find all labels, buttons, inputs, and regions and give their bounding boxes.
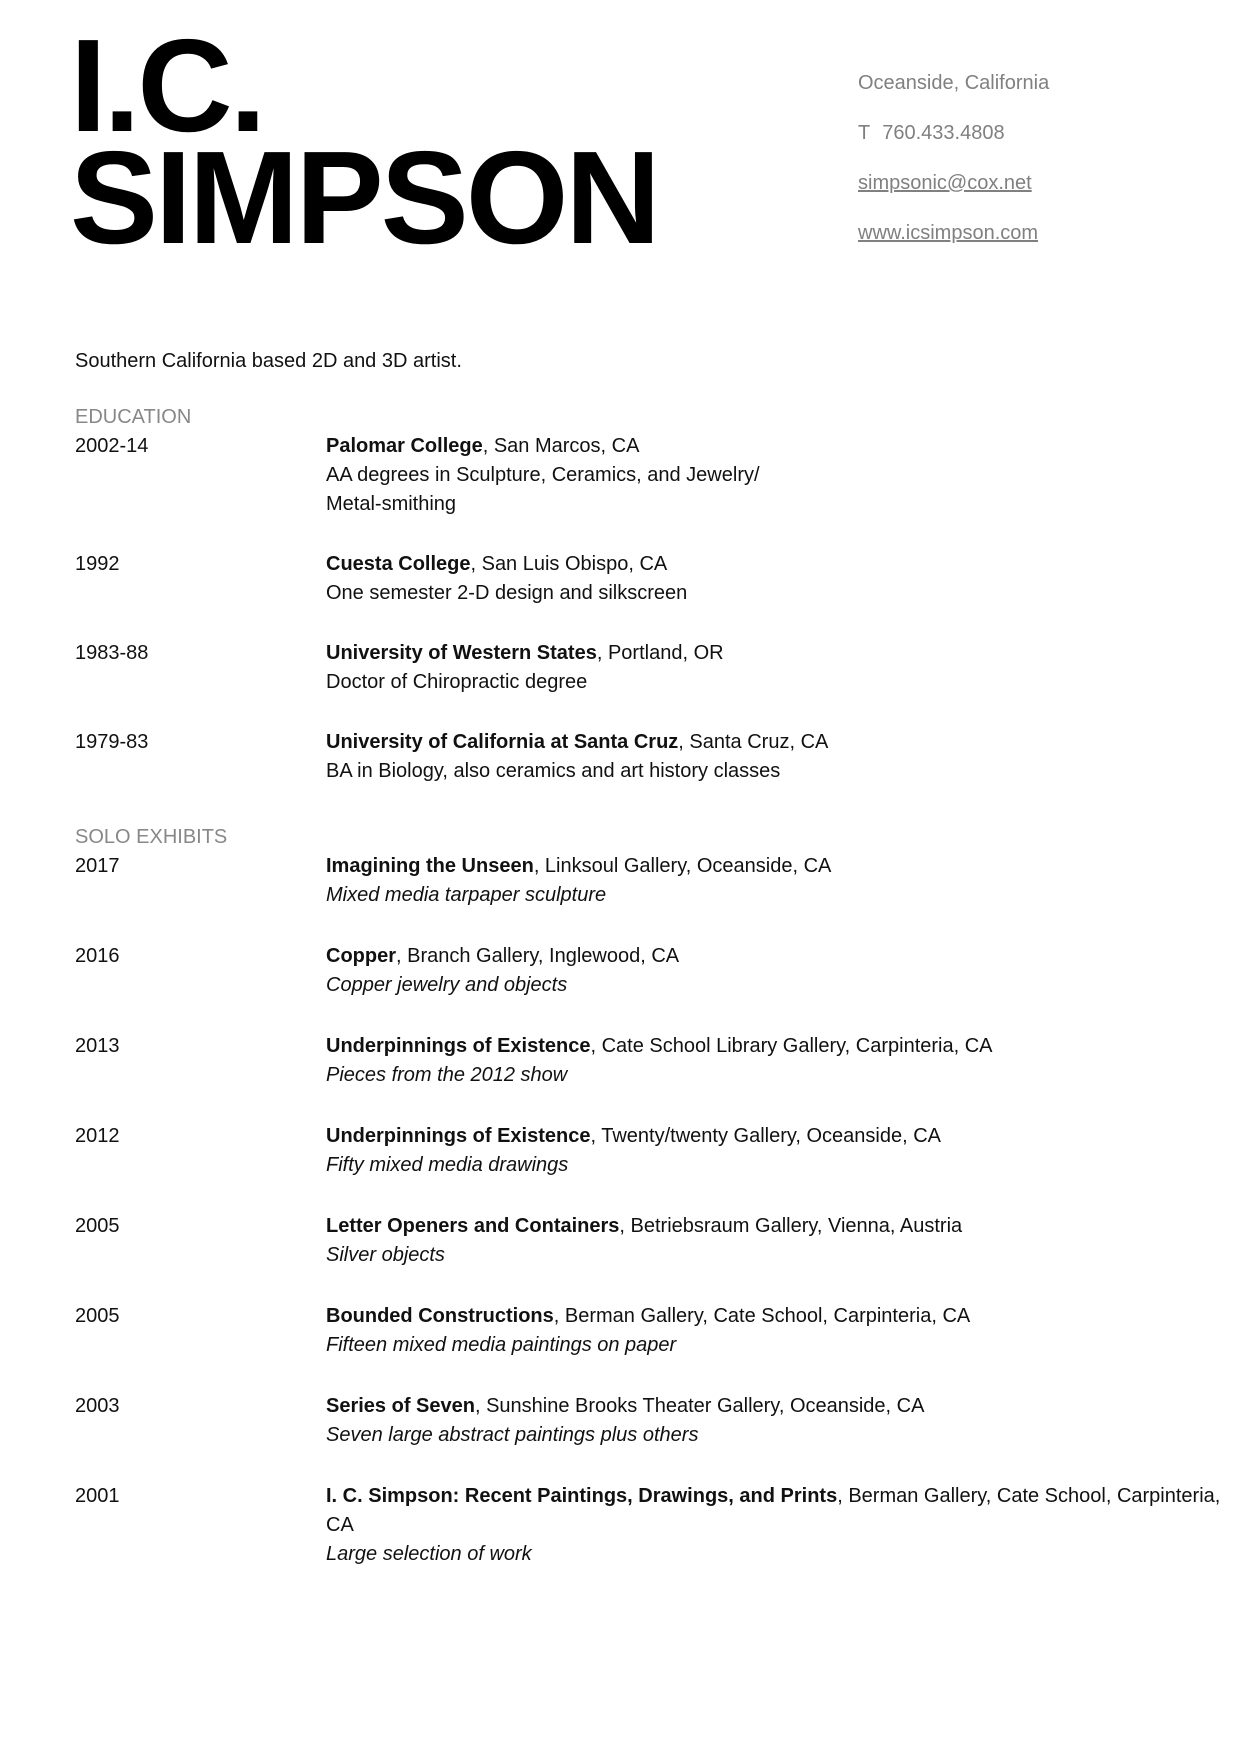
list-item xyxy=(75,1032,1175,1090)
entry-heading xyxy=(326,639,1226,668)
list-item xyxy=(75,432,1175,519)
entry-title: Series of Seven xyxy=(326,1395,475,1417)
entry-heading xyxy=(326,550,1226,579)
entry-year: 2012 xyxy=(75,1125,120,1147)
entry-note: Mixed media tarpaper sculpture xyxy=(326,884,607,906)
education-section xyxy=(75,404,1175,786)
entry-details xyxy=(326,432,1226,519)
entry-year: 2003 xyxy=(75,1395,120,1417)
entry-details xyxy=(326,1302,1226,1360)
entry-note: Large selection of work xyxy=(326,1543,532,1565)
entry-heading xyxy=(326,1122,1226,1151)
entry-title: Underpinnings of Existence xyxy=(326,1035,591,1057)
entry-year: 2001 xyxy=(75,1485,120,1507)
entry-note: Fifty mixed media drawings xyxy=(326,1154,569,1176)
entry-details xyxy=(326,1032,1226,1090)
entry-title: Copper xyxy=(326,945,396,967)
entry-location: , San Luis Obispo, CA xyxy=(470,553,668,575)
entry-location: , Santa Cruz, CA xyxy=(678,731,829,753)
entry-location: , Linksoul Gallery, Oceanside, CA xyxy=(533,855,832,877)
entry-title: Imagining the Unseen xyxy=(326,855,534,877)
solo-exhibits-section xyxy=(75,824,1221,1601)
entry-title: Letter Openers and Containers xyxy=(326,1215,620,1237)
entry-title: University of California at Santa Cruz xyxy=(326,731,679,753)
entry-location: , San Marcos, CA xyxy=(482,435,640,457)
entry-heading xyxy=(326,942,1226,971)
entry-details xyxy=(326,942,1226,1000)
list-item xyxy=(75,1392,1175,1450)
entry-heading xyxy=(326,1392,1226,1421)
entry-details xyxy=(326,728,1226,786)
list-item xyxy=(75,550,1175,608)
name-line-1: I.C. xyxy=(70,12,264,159)
entry-location: , Berman Gallery, Cate School, Carpinteria, CA xyxy=(326,1485,1221,1536)
entry-year: 2016 xyxy=(75,945,120,967)
entry-description: AA degrees in Sculpture, Ceramics, and Jewelry/ xyxy=(326,464,760,486)
entry-location: , Twenty/twenty Gallery, Oceanside, CA xyxy=(590,1125,942,1147)
entry-title: Bounded Constructions xyxy=(326,1305,554,1327)
list-item xyxy=(75,1482,1221,1569)
website-link[interactable]: www.icsimpson.com xyxy=(858,222,1039,244)
entry-title: Palomar College xyxy=(326,435,483,457)
entry-description: Doctor of Chiropractic degree xyxy=(326,671,588,693)
entry-note: Fifteen mixed media paintings on paper xyxy=(326,1334,677,1356)
entry-details xyxy=(326,1212,1226,1270)
solo-exhibits-list xyxy=(75,852,1221,1569)
entry-year: 1979-83 xyxy=(75,731,149,753)
entry-title: Underpinnings of Existence xyxy=(326,1125,591,1147)
email-row xyxy=(858,170,1049,220)
solo-exhibits-heading: SOLO EXHIBITS xyxy=(75,826,228,848)
name-line-2: SIMPSON xyxy=(70,124,658,271)
entry-details xyxy=(326,639,1226,697)
entry-description: One semester 2-D design and silkscreen xyxy=(326,582,688,604)
entry-location: , Sunshine Brooks Theater Gallery, Oceanside, CA xyxy=(474,1395,925,1417)
entry-details xyxy=(326,1482,1226,1569)
entry-heading xyxy=(326,728,1226,757)
list-item xyxy=(75,1212,1175,1270)
email-link[interactable]: simpsonic@cox.net xyxy=(858,172,1032,194)
entry-details xyxy=(326,852,1226,910)
tagline: Southern California based 2D and 3D artist. xyxy=(75,350,462,372)
entry-details xyxy=(326,1122,1226,1180)
entry-description: BA in Biology, also ceramics and art history classes xyxy=(326,760,781,782)
phone-prefix: T xyxy=(858,122,871,144)
education-list xyxy=(75,432,1175,786)
entry-description: Metal-smithing xyxy=(326,493,457,515)
entry-location: , Cate School Library Gallery, Carpinteria, CA xyxy=(590,1035,993,1057)
entry-year: 2005 xyxy=(75,1215,120,1237)
entry-location: , Portland, OR xyxy=(596,642,724,664)
list-item xyxy=(75,1302,1175,1360)
entry-title: University of Western States xyxy=(326,642,597,664)
entry-year: 2013 xyxy=(75,1035,120,1057)
entry-year: 2002-14 xyxy=(75,435,149,457)
entry-details xyxy=(326,1392,1226,1450)
entry-year: 1992 xyxy=(75,553,120,575)
education-heading: EDUCATION xyxy=(75,406,192,428)
entry-note: Pieces from the 2012 show xyxy=(326,1064,568,1086)
list-item xyxy=(75,728,1175,786)
entry-location: , Berman Gallery, Cate School, Carpinteria, CA xyxy=(553,1305,971,1327)
phone-number: 760.433.4808 xyxy=(882,122,1005,144)
list-item xyxy=(75,852,1175,910)
contact-info xyxy=(858,70,1049,270)
entry-heading xyxy=(326,1032,1226,1061)
phone xyxy=(858,120,1049,170)
entry-title: Cuesta College xyxy=(326,553,471,575)
entry-year: 2005 xyxy=(75,1305,120,1327)
entry-heading xyxy=(326,1482,1226,1540)
website-row xyxy=(858,220,1049,270)
entry-year: 2017 xyxy=(75,855,120,877)
entry-heading xyxy=(326,432,1226,461)
list-item xyxy=(75,942,1175,1000)
entry-note: Copper jewelry and objects xyxy=(326,974,568,996)
entry-title: I. C. Simpson: Recent Paintings, Drawings, and Prints xyxy=(326,1485,838,1507)
list-item xyxy=(75,1122,1175,1180)
entry-heading xyxy=(326,1302,1226,1331)
artist-name xyxy=(70,12,658,271)
entry-heading xyxy=(326,852,1226,881)
entry-location: , Betriebsraum Gallery, Vienna, Austria xyxy=(619,1215,963,1237)
location: Oceanside, California xyxy=(858,72,1050,94)
entry-year: 1983-88 xyxy=(75,642,149,664)
entry-note: Silver objects xyxy=(326,1244,445,1266)
list-item xyxy=(75,639,1175,697)
entry-location: , Branch Gallery, Inglewood, CA xyxy=(396,945,680,967)
entry-note: Seven large abstract paintings plus others xyxy=(326,1424,699,1446)
entry-heading xyxy=(326,1212,1226,1241)
entry-details xyxy=(326,550,1226,608)
